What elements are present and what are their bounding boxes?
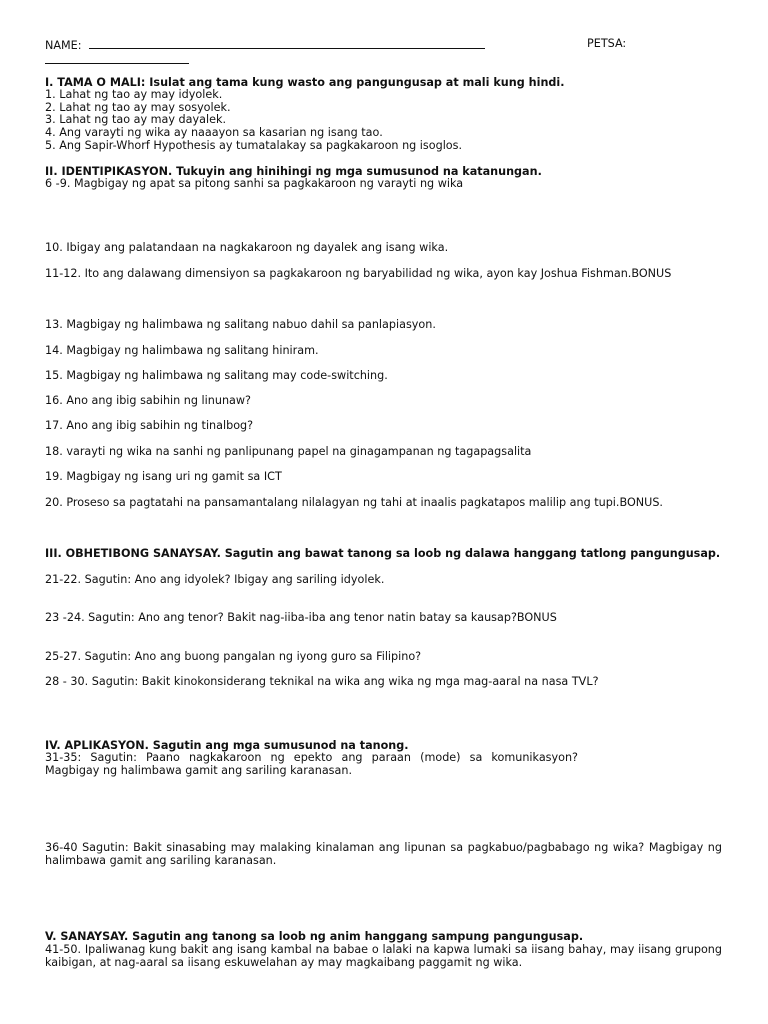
question-21-22: 21-22. Sagutin: Ano ang idyolek? Ibigay ang sariling idyolek. <box>45 573 385 586</box>
question-4: 4. Ang varayti ng wika ay naaayon sa kasarian ng isang tao. <box>45 126 383 139</box>
section-5-title: V. SANAYSAY. Sagutin ang tanong sa loob ng anim hanggang sampung pangungusap. <box>45 930 584 943</box>
section-2-title: II. IDENTIPIKASYON. Tukuyin ang hinihingi ng mga sumusunod na katanungan. <box>45 165 542 178</box>
date-label: PETSA: <box>587 37 627 50</box>
question-31-35: 31-35: Sagutin: Paano nagkakaroon ng epekto ang paraan (mode) sa komunikasyon? Magbigay ng halimbawa gamit ang sariling karanasan. <box>45 751 578 777</box>
date-blank[interactable] <box>45 53 189 64</box>
question-6-9: 6 -9. Magbigay ng apat sa pitong sanhi sa pagkakaroon ng varayti ng wika <box>45 177 464 190</box>
question-17: 17. Ano ang ibig sabihin ng tinalbog? <box>45 419 254 432</box>
question-28-30: 28 - 30. Sagutin: Bakit kinokonsiderang teknikal na wika ang wika ng mga mag-aaral na nasa TVL? <box>45 675 599 688</box>
question-23-24: 23 -24. Sagutin: Ano ang tenor? Bakit nag-iiba-iba ang tenor natin batay sa kausap?BONUS <box>45 611 557 624</box>
question-36-40: 36-40 Sagutin: Bakit sinasabing may malaking kinalaman ang lipunan sa pagkabuo/pagbabago ng wika? Magbigay ng halimbawa gamit ang sariling karanasan. <box>45 841 722 867</box>
question-25-27: 25-27. Sagutin: Ano ang buong pangalan ng iyong guro sa Filipino? <box>45 650 422 663</box>
name-blank[interactable] <box>89 38 485 49</box>
question-41-50: 41-50. Ipaliwanag kung bakit ang isang kambal na babae o lalaki na kapwa lumaki sa iisang bahay, may iisang grupong kaibigan, at nag-aaral sa iisang eskuwelahan ay may magkaibang paggamit ng wika. <box>45 943 722 969</box>
question-16: 16. Ano ang ibig sabihin ng linunaw? <box>45 394 251 407</box>
name-label: NAME: <box>45 39 82 52</box>
question-10: 10. Ibigay ang palatandaan na nagkakaroon ng dayalek ang isang wika. <box>45 241 449 254</box>
section-4-title: IV. APLIKASYON. Sagutin ang mga sumusunod na tanong. <box>45 739 409 752</box>
question-2: 2. Lahat ng tao ay may sosyolek. <box>45 101 231 114</box>
section-3-title: III. OBHETIBONG SANAYSAY. Sagutin ang bawat tanong sa loob ng dalawa hanggang tatlong pangungusap. <box>45 547 721 560</box>
question-13: 13. Magbigay ng halimbawa ng salitang nabuo dahil sa panlapiasyon. <box>45 318 436 331</box>
question-5: 5. Ang Sapir-Whorf Hypothesis ay tumatalakay sa pagkakaroon ng isoglos. <box>45 139 463 152</box>
section-1-title: I. TAMA O MALI: Isulat ang tama kung wasto ang pangungusap at mali kung hindi. <box>45 76 565 89</box>
question-18: 18. varayti ng wika na sanhi ng panlipunang papel na ginagampanan ng tagapagsalita <box>45 445 532 458</box>
question-1: 1. Lahat ng tao ay may idyolek. <box>45 88 223 101</box>
question-14: 14. Magbigay ng halimbawa ng salitang hiniram. <box>45 344 319 357</box>
question-15: 15. Magbigay ng halimbawa ng salitang may code-switching. <box>45 369 388 382</box>
question-3: 3. Lahat ng tao ay may dayalek. <box>45 113 227 126</box>
question-20: 20. Proseso sa pagtatahi na pansamantalang nilalagyan ng tahi at inaalis pagkatapos malilip ang tupi.BONUS. <box>45 496 663 509</box>
question-19: 19. Magbigay ng isang uri ng gamit sa ICT <box>45 470 282 483</box>
question-11-12: 11-12. Ito ang dalawang dimensiyon sa pagkakaroon ng baryabilidad ng wika, ayon kay Joshua Fishman.BONUS <box>45 267 672 280</box>
